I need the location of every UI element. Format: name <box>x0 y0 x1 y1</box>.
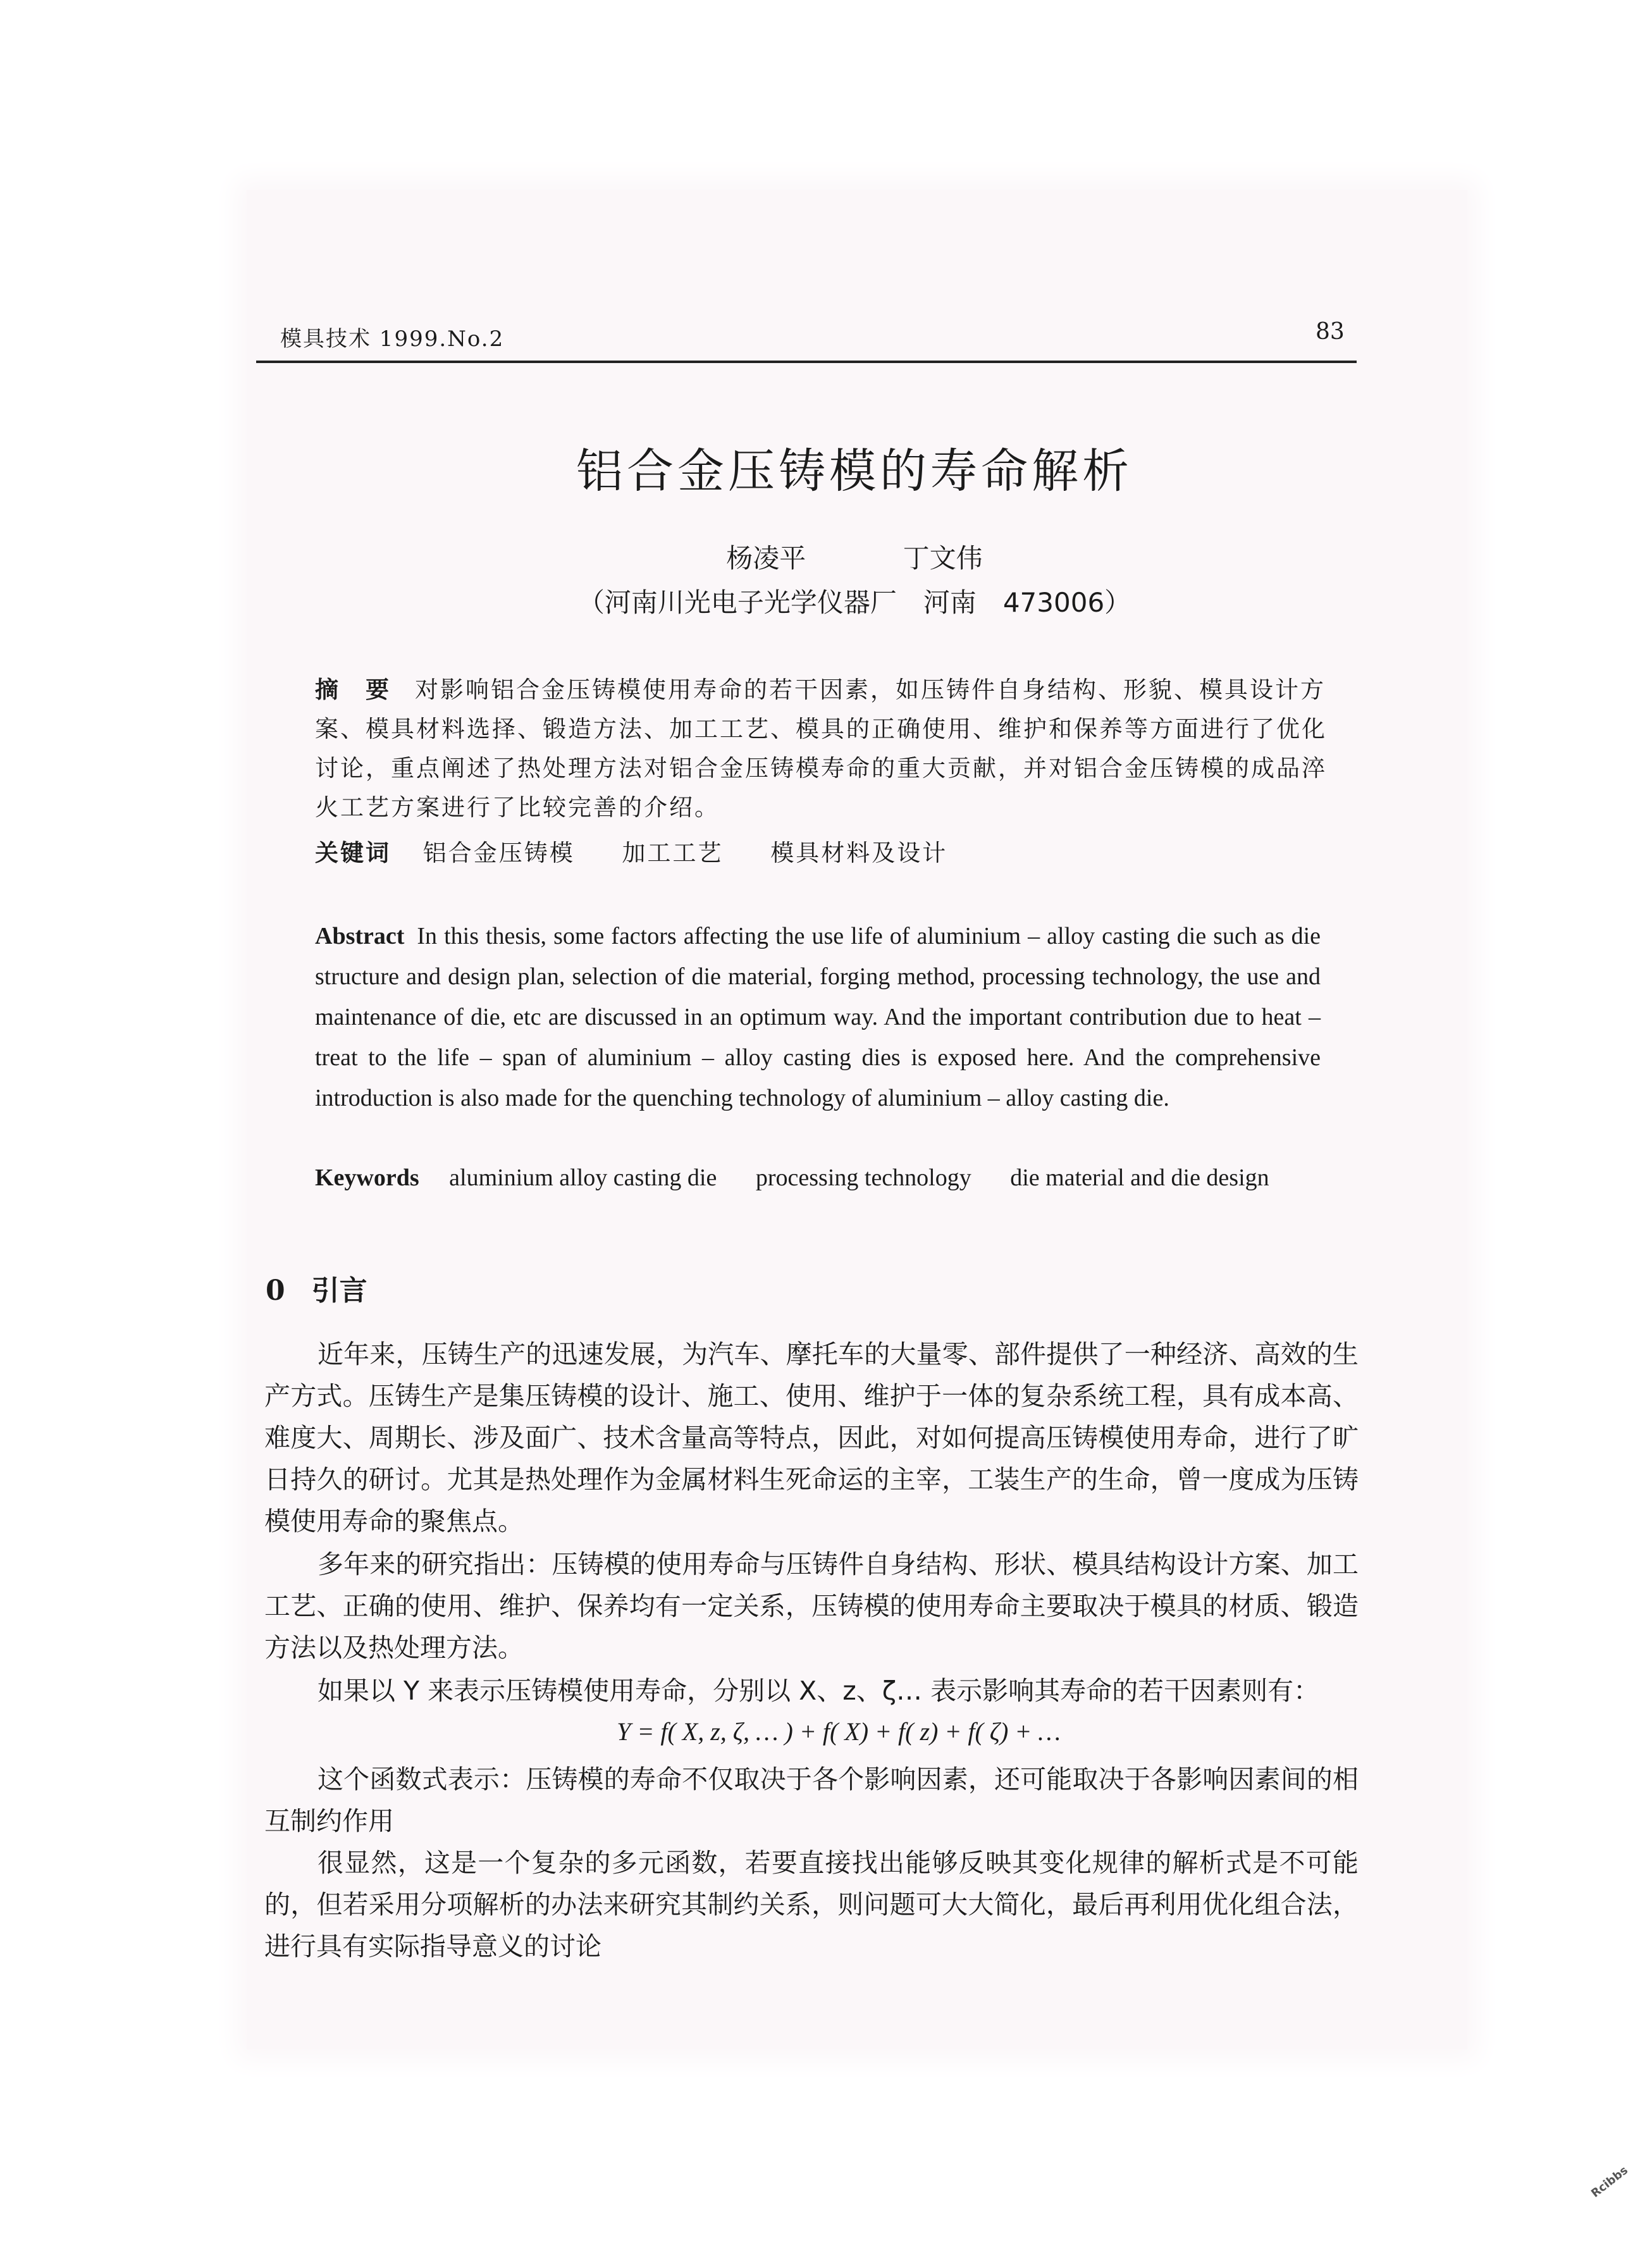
keywords-zh-label: 关键词 <box>315 839 391 867</box>
paragraph: 如果以 Y 来表示压铸模使用寿命，分别以 X、z、ζ… 表示影响其寿命的若干因素则有： <box>317 1676 1320 1706</box>
keywords-en-label: Keywords <box>315 1164 419 1191</box>
keyword: die material and die design <box>1010 1164 1269 1191</box>
paragraph: 很显然，这是一个复杂的多元函数，若要直接找出能够反映其变化规律的解析式是不可能的，但若采用分项解析的办法来研究其制约关系，则问题可大大简化，最后再利用优化组合法，进行具有实际指导意义的讨论 <box>264 1848 1359 1961</box>
abstract-en-label: Abstract <box>315 923 405 949</box>
keyword: aluminium alloy casting die <box>449 1164 717 1191</box>
paragraph: 多年来的研究指出：压铸模的使用寿命与压铸件自身结构、形状、模具结构设计方案、加工工艺、正确的使用、维护、保养均有一定关系，压铸模的使用寿命主要取决于模具的材质、锻造方法以及热处理方法。 <box>264 1549 1359 1663</box>
abstract-en <box>315 916 1321 1118</box>
keywords-en <box>315 1158 1302 1198</box>
abstract-en-text: In this thesis, some factors affecting the use life of aluminium – alloy casting die such as die structure and design plan, selection of die material, forging method, processing technology, the use and maintenance of die, etc are discussed in an optimum way. And the important contribution due to heat – treat to the life – span of aluminium – alloy casting dies is exposed here. And the comprehensive introduction is also made for the quenching technology of aluminium – alloy casting die. <box>315 923 1321 1111</box>
keyword: 模具材料及设计 <box>770 839 948 867</box>
abstract-zh-text: 对影响铝合金压铸模使用寿命的若干因素，如压铸件自身结构、形貌、模具设计方案、模具材料选择、锻造方法、加工工艺、模具的正确使用、维护和保养等方面进行了优化讨论，重点阐述了热处理方法对铝合金压铸模寿命的重大贡献，并对铝合金压铸模的成品淬火工艺方案进行了比较完善的介绍。 <box>315 676 1327 821</box>
section-heading <box>266 1268 367 1308</box>
authors <box>0 538 1652 576</box>
paragraph: 这个函数式表示：压铸模的寿命不仅取决于各个影响因素，还可能取决于各影响因素间的相互制约作用 <box>264 1764 1359 1836</box>
page-number: 83 <box>1316 319 1345 345</box>
author-name: 丁文伟 <box>903 543 983 574</box>
abstract-zh <box>315 670 1327 827</box>
paper-title: 铝合金压铸模的寿命解析 <box>576 444 1133 498</box>
keyword: 铝合金压铸模 <box>422 839 575 867</box>
formula: Y = f( X, z, ζ, … ) + f( X) + f( z) + f( ζ) + … <box>617 1717 1061 1746</box>
keywords-zh <box>315 834 985 873</box>
journal-header: 模具技术 1999.No.2 <box>280 326 505 352</box>
author-name: 杨凌平 <box>726 543 806 574</box>
header-rule <box>256 361 1357 363</box>
paragraph: 近年来，压铸生产的迅速发展，为汽车、摩托车的大量零、部件提供了一种经济、高效的生产方式。压铸生产是集压铸模的设计、施工、使用、维护于一体的复杂系统工程，具有成本高、难度大、周期长、涉及面广、技术含量高等特点，因此，对如何提高压铸模使用寿命，进行了旷日持久的研讨。尤其是热处理作为金属材料生死命运的主宰，工装生产的生命，曾一度成为压铸模使用寿命的聚焦点。 <box>264 1339 1359 1536</box>
abstract-zh-label: 摘 要 <box>315 676 391 703</box>
section-number: 0 <box>266 1275 285 1307</box>
affiliation: （河南川光电子光学仪器厂 河南 473006） <box>577 587 1131 618</box>
watermark-stamp: Rcibbs <box>1589 2163 1630 2201</box>
keyword: 加工工艺 <box>622 839 724 867</box>
keyword: processing technology <box>755 1164 971 1191</box>
section-title: 引言 <box>311 1275 367 1307</box>
